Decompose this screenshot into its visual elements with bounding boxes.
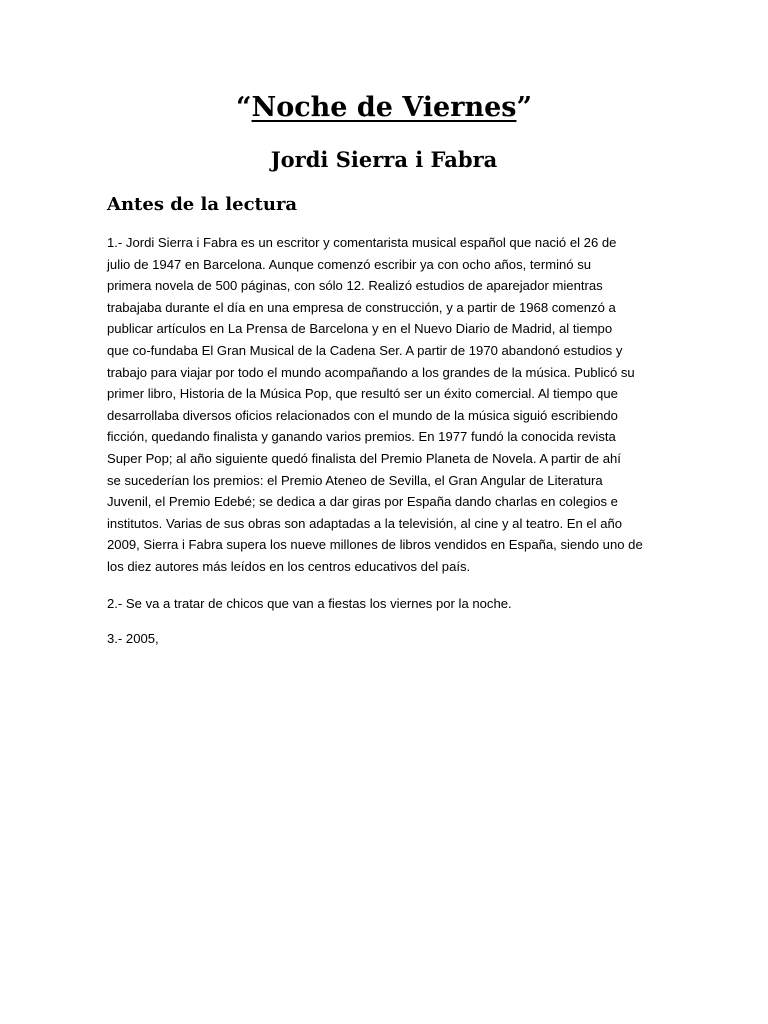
answer-1-line: Super Pop; al año siguiente quedó finalista del Premio Planeta de Novela. A partir de ahí — [107, 450, 621, 466]
answer-1-paragraph — [107, 232, 667, 578]
answer-1-line: primer libro, Historia de la Música Pop, que resultó ser un éxito comercial. Al tiempo que — [107, 386, 618, 402]
answer-1-line: trabajaba durante el día en una empresa de construcción, y a partir de 1968 comenzó a — [107, 299, 616, 315]
answer-2-paragraph — [107, 593, 667, 615]
answer-2-line: 2.- Se va a tratar de chicos que van a fiestas los viernes por la noche. — [107, 596, 512, 611]
answer-1-line: Juvenil, el Premio Edebé; se dedica a dar giras por España dando charlas en colegios e — [107, 494, 618, 510]
title-text: Noche de Viernes — [251, 92, 517, 123]
title-open-quote: “ — [236, 92, 252, 123]
document-author: Jordi Sierra i Fabra — [270, 147, 498, 172]
answer-3-line: 3.- 2005, — [107, 631, 159, 646]
answer-1-line: que co-fundaba El Gran Musical de la Cadena Ser. A partir de 1970 abandonó estudios y — [107, 342, 623, 358]
answer-1-line: los diez autores más leídos en los centros educativos del país. — [107, 558, 471, 574]
answer-1-line: desarrollaba diversos oficios relacionados con el mundo de la música siguió escribiendo — [107, 407, 618, 423]
answer-1-line: ficción, quedando finalista y ganando varios premios. En 1977 fundó la conocida revista — [107, 429, 616, 445]
answer-1-line: julio de 1947 en Barcelona. Aunque comenzó escribir ya con ocho años, terminó su — [107, 256, 592, 272]
answer-1-line: se sucederían los premios: el Premio Ateneo de Sevilla, el Gran Angular de Literatura — [107, 472, 603, 488]
answer-3-paragraph — [107, 628, 667, 650]
title-close-quote: ” — [516, 92, 532, 123]
answer-1-line: 2009, Sierra i Fabra supera los nueve millones de libros vendidos en España, siendo uno de — [107, 537, 643, 553]
answer-1-line: trabajo para viajar por todo el mundo acompañando a los grandes de la música. Publicó su — [107, 364, 635, 380]
document-title — [0, 88, 768, 128]
answer-1-line: 1.- Jordi Sierra i Fabra es un escritor y comentarista musical español que nació el 26 de — [107, 235, 617, 250]
section-heading: Antes de la lectura — [107, 194, 298, 215]
answer-1-line: publicar artículos en La Prensa de Barcelona y en el Nuevo Diario de Madrid, al tiempo — [107, 321, 613, 337]
answer-1-line: institutos. Varias de sus obras son adaptadas a la televisión, al cine y al teatro. En el año — [107, 515, 623, 531]
answer-1-line: primera novela de 500 páginas, con sólo 12. Realizó estudios de aparejador mientras — [107, 278, 603, 294]
